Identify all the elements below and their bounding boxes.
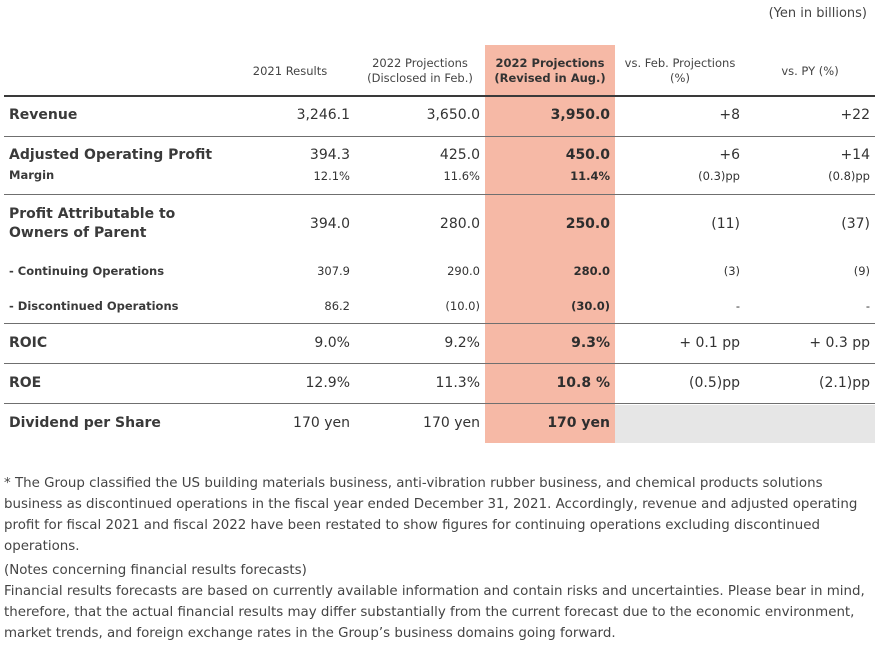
row-divider xyxy=(4,136,875,137)
footnote: * The Group classified the US building materials business, anti-vibration rubber business, and chemical products solutions business as discontinued operations in the fiscal year ended December 31, 2021. Accordingly, revenue and adjusted operating profit for fiscal 2021 and fiscal 2022 have been restated to show figures for continuing operations excluding discontinued operations. xyxy=(4,476,858,554)
value-vs-py: + 0.3 pp xyxy=(809,335,870,351)
row-divider xyxy=(4,323,875,324)
value-aug: 10.8 % xyxy=(556,375,610,391)
row-label: - Discontinued Operations xyxy=(9,299,179,313)
value-vs-feb: (3) xyxy=(723,264,740,278)
row-label: - Continuing Operations xyxy=(9,264,165,278)
value-aug: 250.0 xyxy=(565,216,610,232)
value-vs-feb: (0.5)pp xyxy=(689,375,740,391)
row-label: Margin xyxy=(9,168,55,182)
value-feb: 3,650.0 xyxy=(426,107,480,123)
value-vs-feb: +6 xyxy=(719,147,740,163)
value-2021: 9.0% xyxy=(314,335,350,351)
value-aug: 11.4% xyxy=(570,169,610,183)
value-aug: 450.0 xyxy=(565,147,610,163)
value-2021: 307.9 xyxy=(317,264,350,278)
value-feb: 280.0 xyxy=(439,216,480,232)
value-feb: (10.0) xyxy=(445,299,480,313)
row-label: Profit Attributable to Owners of Parent xyxy=(9,206,176,241)
dividend-empty-cells xyxy=(615,405,875,443)
value-feb: 425.0 xyxy=(439,147,480,163)
value-vs-feb: +8 xyxy=(719,107,740,123)
row-label: Adjusted Operating Profit xyxy=(9,147,213,163)
value-aug: 3,950.0 xyxy=(550,107,610,123)
row-divider xyxy=(4,403,875,404)
value-2021: 12.9% xyxy=(305,375,350,391)
unit-note: (Yen in billions) xyxy=(768,6,867,21)
value-vs-py: (9) xyxy=(853,264,870,278)
row-divider xyxy=(4,194,875,195)
value-2021: 170 yen xyxy=(293,415,350,431)
value-aug: 280.0 xyxy=(573,264,610,278)
value-vs-feb: - xyxy=(735,299,740,313)
value-vs-py: - xyxy=(865,299,870,313)
value-vs-feb: (11) xyxy=(711,216,740,232)
value-vs-py: +14 xyxy=(840,147,870,163)
value-aug: (30.0) xyxy=(571,299,610,313)
header-2022-projections-feb: 2022 Projections (Disclosed in Feb.) xyxy=(367,56,473,85)
value-2021: 394.3 xyxy=(309,147,350,163)
row-divider xyxy=(4,363,875,364)
header-vs-py: vs. PY (%) xyxy=(781,63,839,78)
header-2021-results: 2021 Results xyxy=(252,63,328,78)
header-divider xyxy=(4,95,875,97)
value-feb: 9.2% xyxy=(444,335,480,351)
header-vs-feb-projections: vs. Feb. Projections (%) xyxy=(624,56,736,85)
notes-body: Financial results forecasts are based on currently available information and contain risks and uncertainties. Please bear in mind, therefore, that the actual financial results may differ substantially from the current forecast due to the economic environment, market trends, and foreign exchange rates in the Group’s business domains going forward. xyxy=(4,584,865,641)
value-vs-feb: + 0.1 pp xyxy=(679,335,740,351)
value-feb: 11.3% xyxy=(435,375,480,391)
row-label: Revenue xyxy=(9,107,78,123)
value-feb: 290.0 xyxy=(447,264,480,278)
value-2021: 3,246.1 xyxy=(296,107,350,123)
value-vs-feb: (0.3)pp xyxy=(698,169,740,183)
value-aug: 9.3% xyxy=(571,335,610,351)
value-aug: 170 yen xyxy=(547,415,610,431)
row-label: ROE xyxy=(9,375,42,391)
value-vs-py: (37) xyxy=(841,216,870,232)
notes-title: (Notes concerning financial results forecasts) xyxy=(4,563,307,578)
value-feb: 11.6% xyxy=(443,169,480,183)
value-2021: 86.2 xyxy=(324,299,350,313)
row-label: ROIC xyxy=(9,335,48,351)
value-vs-py: (0.8)pp xyxy=(828,169,870,183)
value-2021: 394.0 xyxy=(309,216,350,232)
value-vs-py: +22 xyxy=(840,107,870,123)
value-vs-py: (2.1)pp xyxy=(819,375,870,391)
row-label: Dividend per Share xyxy=(9,415,161,431)
value-feb: 170 yen xyxy=(423,415,480,431)
value-2021: 12.1% xyxy=(313,169,350,183)
header-2022-projections-aug: 2022 Projections (Revised in Aug.) xyxy=(494,56,606,85)
